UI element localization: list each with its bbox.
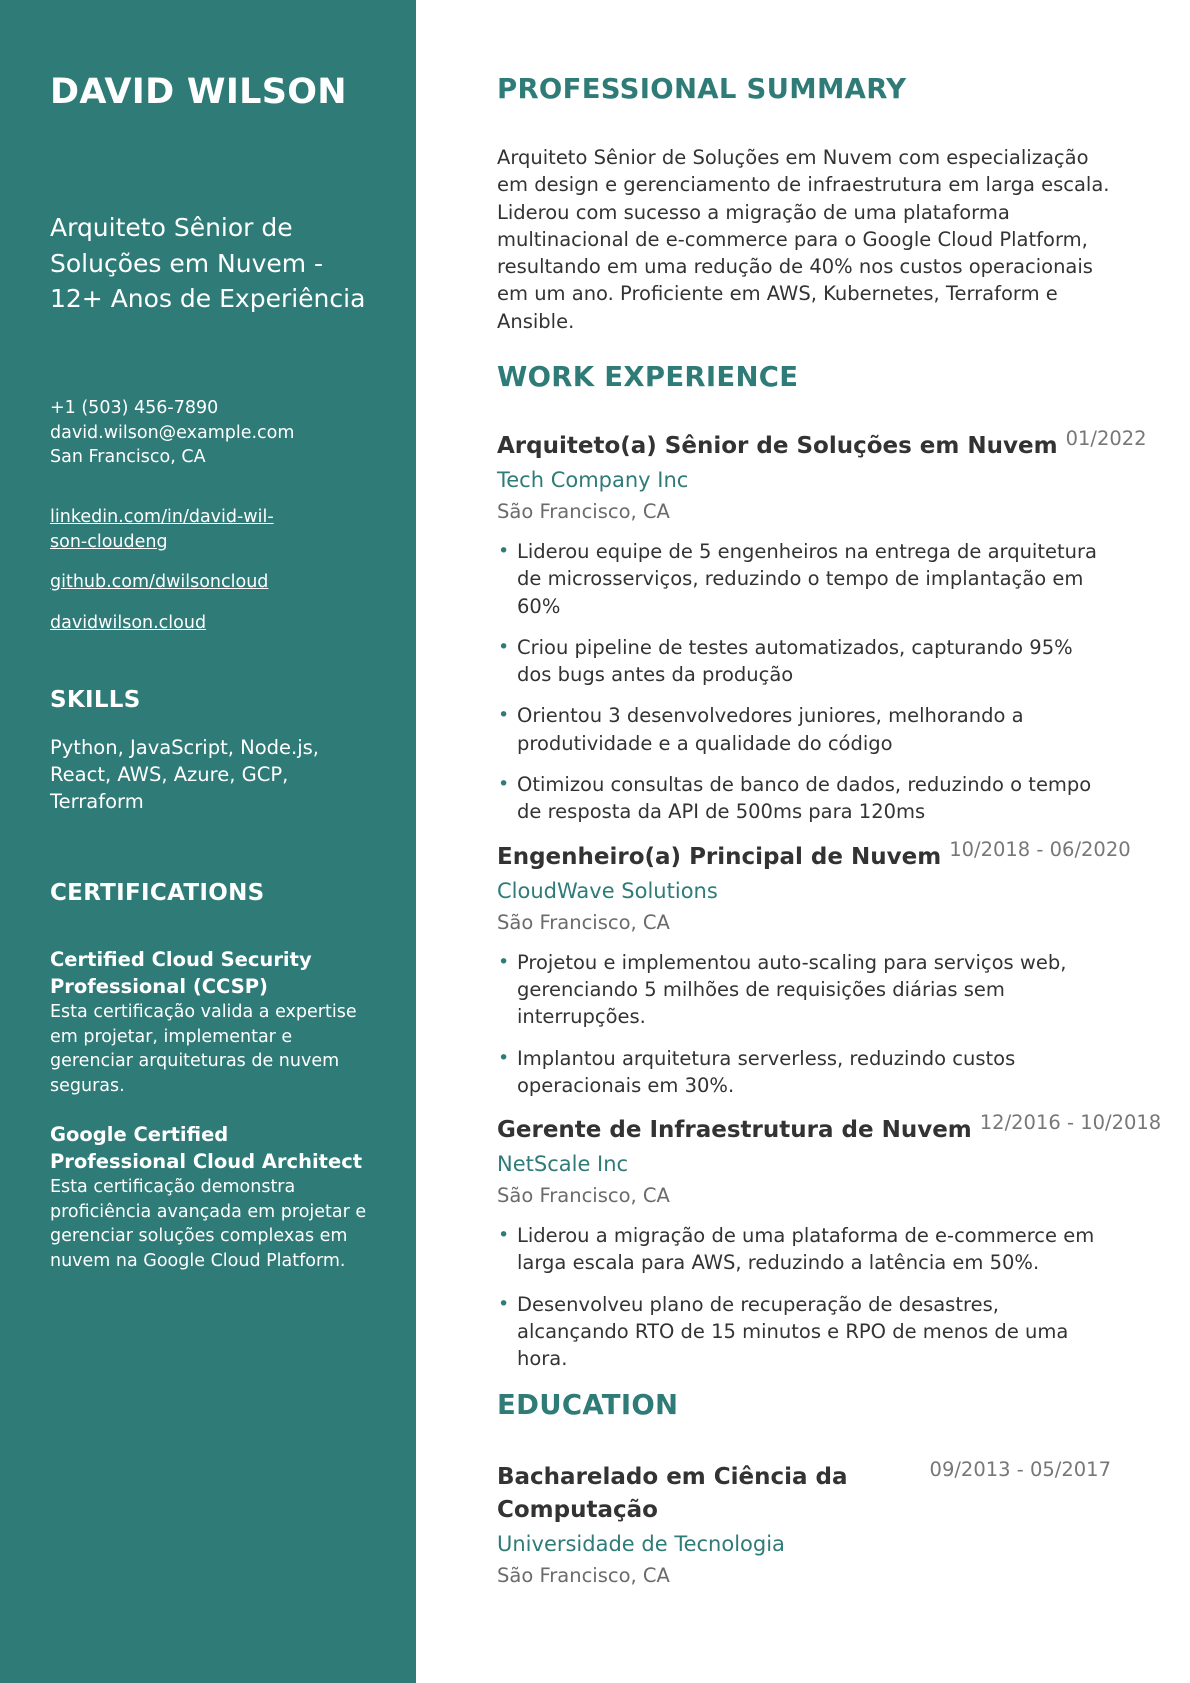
company-name: CloudWave Solutions (497, 878, 718, 903)
school-name: Universidade de Tecnologia (497, 1532, 785, 1556)
education-heading: EDUCATION (497, 1389, 679, 1421)
linkedin-link[interactable] (50, 505, 280, 554)
bullet-dot-icon: • (498, 773, 510, 796)
job-bullet (497, 702, 1111, 757)
job-title: Gerente de Infraestrutura de Nuvem (497, 1117, 972, 1144)
education-date: 09/2013 - 05/2017 (929, 1458, 1111, 1481)
candidate-name: DAVID WILSON (50, 72, 347, 112)
phone: +1 (503) 456-7890 (50, 398, 219, 418)
bullet-dot-icon: • (498, 950, 510, 973)
job-date: 01/2022 (1065, 427, 1147, 450)
job-bullet (497, 1045, 1111, 1100)
certification-description: Esta certificação demonstra proficiência avançada em projetar e gerenciar soluções complexas em nuvem na Google Cloud Platform. (50, 1177, 367, 1271)
job-bullet-text: Implantou arquitetura serverless, reduzindo custos operacionais em 30%. (517, 1046, 1016, 1097)
job-bullet-text: Orientou 3 desenvolvedores juniores, melhorando a produtividade e a qualidade do código (517, 704, 1024, 755)
job-bullets (497, 1222, 1111, 1372)
skills-list: Python, JavaScript, Node.js, React, AWS, Azure, GCP, Terraform (50, 736, 320, 813)
github-link[interactable]: github.com/dwilsoncloud (50, 572, 269, 592)
degree-title: Bacharelado em Ciência da Computação (497, 1464, 848, 1523)
job-bullets (497, 538, 1111, 826)
email: david.wilson@example.com (50, 422, 295, 443)
certifications-list (50, 946, 370, 1296)
job-bullet (497, 949, 1111, 1031)
job-bullet-text: Otimizou consultas de banco de dados, reduzindo o tempo de resposta da API de 500ms para 120ms (517, 773, 1092, 824)
certification-title: Certified Cloud Security Professional (CCSP) (50, 948, 312, 998)
certification-item (50, 1121, 370, 1273)
job-bullet (497, 1222, 1111, 1277)
job-entry (497, 427, 1147, 826)
certifications-heading: CERTIFICATIONS (50, 880, 265, 906)
job-location: São Francisco, CA (497, 910, 670, 934)
bullet-dot-icon: • (498, 704, 510, 727)
bullet-dot-icon: • (498, 635, 510, 658)
job-bullet-text: Desenvolveu plano de recuperação de desastres, alcançando RTO de 15 minutos e RPO de menos de uma hora. (517, 1292, 1069, 1371)
linkedin-link-line1: linkedin.com/in/david-wil- (50, 507, 274, 527)
profile-links (50, 505, 280, 635)
bullet-dot-icon: • (498, 540, 510, 562)
summary-heading: PROFESSIONAL SUMMARY (497, 73, 907, 105)
linkedin-link-line2: son-cloudeng (50, 531, 168, 552)
job-date: 12/2016 - 10/2018 (979, 1111, 1162, 1135)
job-bullet (497, 771, 1111, 826)
contact-info (50, 396, 294, 470)
job-title: Engenheiro(a) Principal de Nuvem (497, 843, 942, 870)
job-bullet-text: Liderou equipe de 5 engenheiros na entrega de arquitetura de microsserviços, reduzindo o tempo de implantação em 60% (517, 540, 1097, 618)
certification-description: Esta certificação valida a expertise em projetar, implementar e gerenciar arquiteturas de nuvem seguras. (50, 1002, 357, 1096)
bullet-dot-icon: • (498, 1292, 510, 1315)
job-title: Arquiteto(a) Sênior de Soluções em Nuvem (497, 433, 1058, 459)
education-entry (497, 1458, 1111, 1592)
certification-item (50, 946, 370, 1098)
summary-text: Arquiteto Sênior de Soluções em Nuvem com especialização em design e gerenciamento de infraestrutura em larga escala. Liderou com sucesso a migração de uma plataforma multinacional de e-commerce para o Google Cloud Platform, resultando em uma redução de 40% nos custos operacionais em um ano. Proficiente em AWS, Kubernetes, Terraform e Ansible. (497, 146, 1110, 333)
job-bullets (497, 949, 1111, 1099)
certification-title: Google Certified Professional Cloud Architect (50, 1123, 363, 1173)
job-location: São Francisco, CA (497, 1184, 670, 1208)
job-bullet-text: Liderou a migração de uma plataforma de e-commerce em larga escala para AWS, reduzindo a latência em 50%. (517, 1224, 1095, 1275)
job-location: São Francisco, CA (497, 500, 670, 523)
headline: Arquiteto Sênior de Soluções em Nuvem - 12+ Anos de Experiência (50, 213, 366, 313)
job-date: 10/2018 - 06/2020 (949, 837, 1131, 861)
job-bullet-text: Projetou e implementou auto-scaling para serviços web, gerenciando 5 milhões de requisições diárias sem interrupções. (517, 950, 1067, 1029)
location: San Francisco, CA (50, 447, 206, 467)
bullet-dot-icon: • (498, 1046, 510, 1069)
website-link[interactable]: davidwilson.cloud (50, 612, 207, 633)
job-bullet (497, 1291, 1111, 1373)
work-experience-heading: WORK EXPERIENCE (497, 361, 799, 393)
bullet-dot-icon: • (498, 1224, 510, 1247)
job-entry (497, 1111, 1162, 1372)
job-entry (497, 837, 1131, 1099)
job-bullet (497, 538, 1111, 620)
company-name: Tech Company Inc (497, 468, 689, 492)
sidebar (0, 0, 416, 1683)
job-bullet-text: Criou pipeline de testes automatizados, capturando 95% dos bugs antes da produção (517, 635, 1073, 687)
job-bullet (497, 634, 1111, 689)
skills-heading: SKILLS (50, 687, 141, 713)
company-name: NetScale Inc (497, 1152, 629, 1177)
job-list (497, 427, 1162, 1388)
school-location: São Francisco, CA (497, 1564, 670, 1587)
